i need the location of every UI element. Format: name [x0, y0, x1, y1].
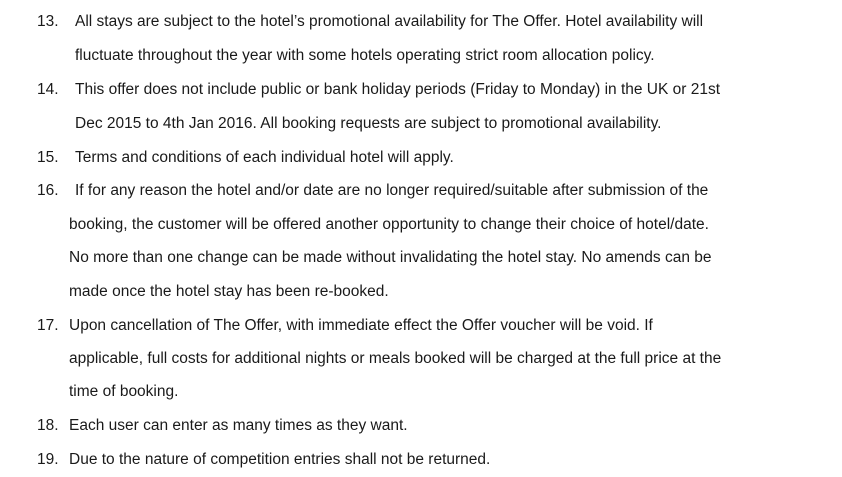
term-number: 18. [37, 417, 59, 434]
term-number: 14. [37, 81, 59, 98]
term-number: 17. [37, 317, 59, 334]
term-text-line: This offer does not include public or bank holiday periods (Friday to Monday) in the UK or 21st [75, 81, 721, 98]
term-number: 19. [37, 451, 59, 468]
term-text-line: All stays are subject to the hotel’s promotional availability for The Offer. Hotel availability will [75, 13, 704, 30]
term-number: 13. [37, 13, 59, 30]
term-text-line: No more than one change can be made without invalidating the hotel stay. No amends can be [69, 249, 712, 266]
term-text-line: If for any reason the hotel and/or date are no longer required/suitable after submission of the [75, 182, 709, 199]
term-text-line: booking, the customer will be offered another opportunity to change their choice of hotel/date. [69, 216, 709, 233]
term-text-line: Due to the nature of competition entries shall not be returned. [69, 451, 491, 468]
term-text-line: made once the hotel stay has been re-booked. [69, 283, 389, 300]
term-number: 16. [37, 182, 59, 199]
term-text-line: fluctuate throughout the year with some hotels operating strict room allocation policy. [75, 47, 655, 64]
term-text-line: Each user can enter as many times as they want. [69, 417, 408, 434]
term-text-line: Dec 2015 to 4th Jan 2016. All booking requests are subject to promotional availability. [75, 115, 662, 132]
term-number: 15. [37, 149, 59, 166]
term-text-line: Upon cancellation of The Offer, with immediate effect the Offer voucher will be void. If [69, 317, 653, 334]
term-text-line: Terms and conditions of each individual hotel will apply. [75, 149, 454, 166]
term-text-line: time of booking. [69, 383, 179, 400]
term-text-line: applicable, full costs for additional nights or meals booked will be charged at the full price at the [69, 350, 722, 367]
